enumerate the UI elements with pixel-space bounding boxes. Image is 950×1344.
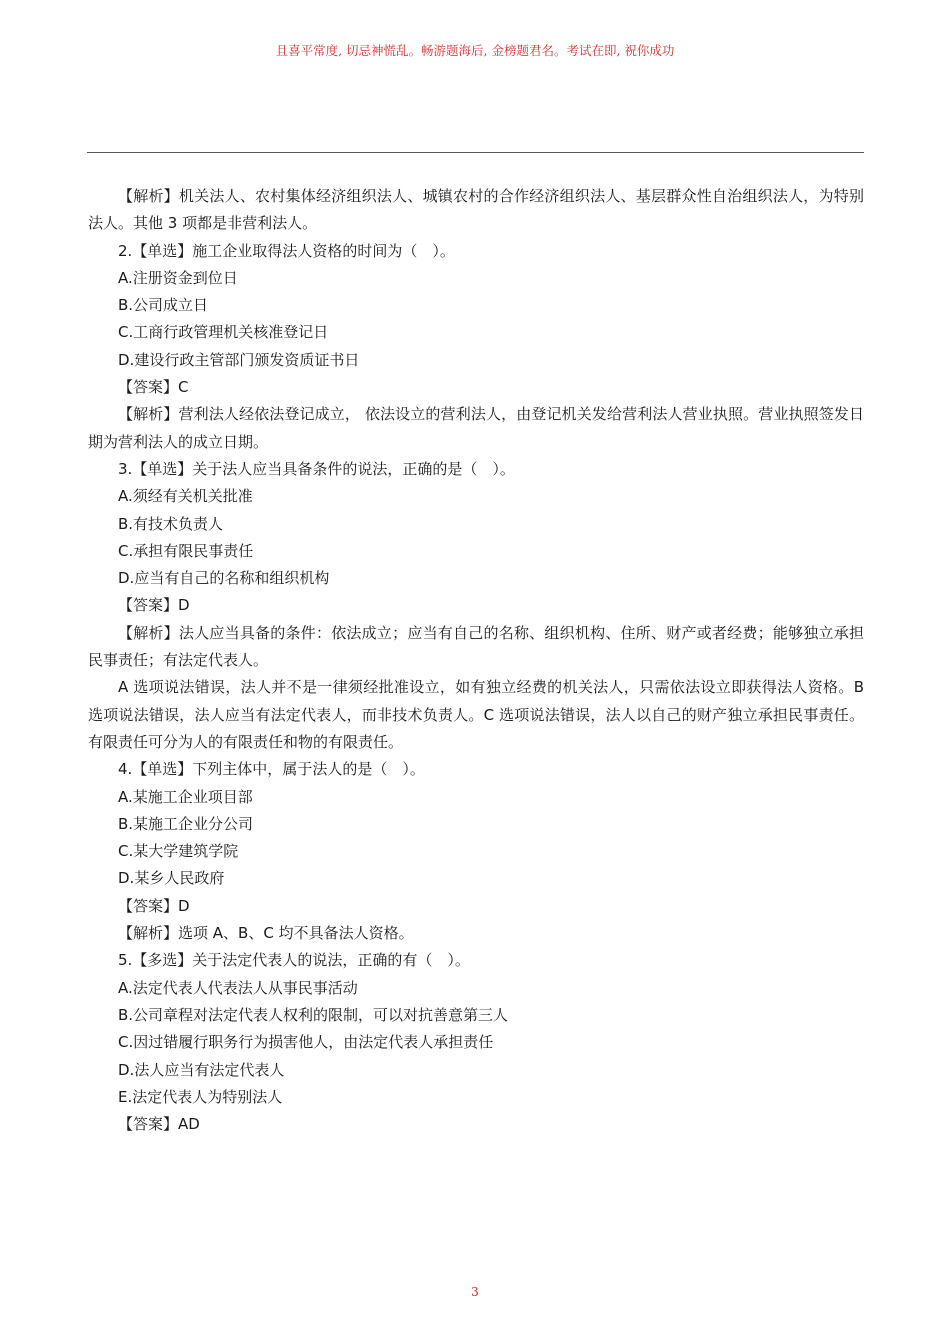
document-body — [88, 183, 864, 1138]
q3-option-b: B.有技术负责人 — [118, 514, 224, 533]
q5-option-d: D.法人应当有法定代表人 — [118, 1060, 285, 1079]
q2-answer: 【答案】C — [118, 378, 189, 397]
question-3: 3.【单选】关于法人应当具备条件的说法，正确的是（ ）。 — [118, 459, 515, 478]
q2-analysis: 【解析】营利法人经依法登记成立， 依法设立的营利法人，由登记机关发给营利法人营业执照。营业执照签发日期为营利法人的成立日期。 — [88, 405, 864, 451]
q4-answer: 【答案】D — [118, 896, 190, 915]
question-2: 2.【单选】施工企业取得法人资格的时间为（ ）。 — [118, 241, 455, 260]
q2-option-b: B.公司成立日 — [118, 296, 209, 315]
q4-option-b: B.某施工企业分公司 — [118, 814, 254, 833]
header-divider — [87, 152, 864, 153]
q2-option-a: A.注册资金到位日 — [118, 268, 238, 287]
q3-option-c: C.承担有限民事责任 — [118, 541, 254, 560]
page-number: 3 — [471, 1285, 479, 1299]
q5-option-c: C.因过错履行职务行为损害他人，由法定代表人承担责任 — [118, 1033, 494, 1052]
q4-option-a: A.某施工企业项目部 — [118, 787, 253, 806]
question-4: 4.【单选】下列主体中，属于法人的是（ ）。 — [118, 760, 425, 779]
q3-answer: 【答案】D — [118, 596, 190, 615]
q5-option-a: A.法定代表人代表法人从事民事活动 — [118, 978, 358, 997]
q5-option-b: B.公司章程对法定代表人权利的限制，可以对抗善意第三人 — [118, 1005, 509, 1024]
q5-answer: 【答案】AD — [118, 1115, 200, 1134]
q3-option-a: A.须经有关机关批准 — [118, 487, 253, 506]
analysis-q1: 【解析】机关法人、农村集体经济组织法人、城镇农村的合作经济组织法人、基层群众性自治组织法人，为特别法人。其他 3 项都是非营利法人。 — [88, 187, 864, 233]
q4-option-d: D.某乡人民政府 — [118, 869, 225, 888]
q2-option-d: D.建设行政主管部门颁发资质证书日 — [118, 350, 360, 369]
q3-analysis: 【解析】法人应当具备的条件：依法成立；应当有自己的名称、组织机构、住所、财产或者经费；能够独立承担民事责任；有法定代表人。 — [88, 623, 864, 670]
q4-analysis: 【解析】选项 A、B、C 均不具备法人资格。 — [118, 924, 414, 943]
q3-analysis-detail: A 选项说法错误，法人并不是一律须经批准设立，如有独立经费的机关法人，只需依法设立即获得法人资格。B 选项说法错误，法人应当有法定代表人，而非技术负责人。C 选项说法错误，法人以自己的财产独立承担民事责任。有限责任可分为人的有限责任和物的有限责任。 — [88, 678, 864, 751]
page-header-motto: 且喜平常度, 切忌神慌乱。畅游题海后, 金榜题君名。考试在即, 祝你成功 — [275, 43, 675, 58]
q2-option-c: C.工商行政管理机关核准登记日 — [118, 323, 329, 342]
q4-option-c: C.某大学建筑学院 — [118, 842, 239, 861]
q3-option-d: D.应当有自己的名称和组织机构 — [118, 569, 330, 588]
question-5: 5.【多选】关于法定代表人的说法，正确的有（ ）。 — [118, 951, 470, 970]
q5-option-e: E.法定代表人为特别法人 — [118, 1087, 283, 1106]
